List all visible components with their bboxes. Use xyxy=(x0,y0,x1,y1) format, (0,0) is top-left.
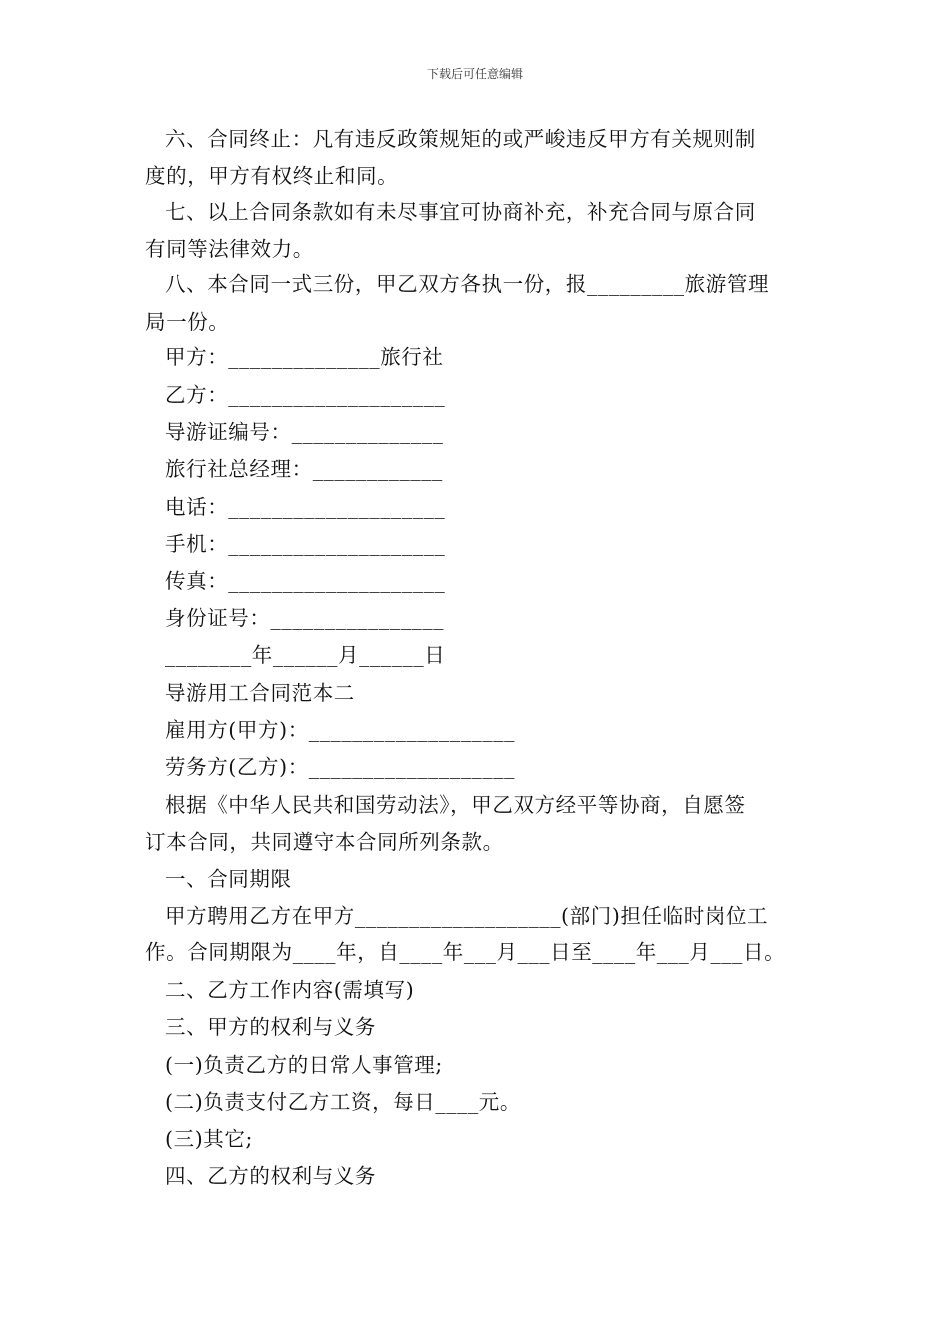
mobile-field: 手机：____________________ xyxy=(165,532,446,556)
section-title: 导游用工合同范本二 xyxy=(165,681,355,705)
employer-field: 雇用方(甲方)：___________________ xyxy=(165,718,515,742)
phone-field: 电话：____________________ xyxy=(165,495,446,519)
heading-party-b-rights: 四、乙方的权利与义务 xyxy=(165,1164,376,1188)
clause-6-line-2: 度的，甲方有权终止和同。 xyxy=(145,164,399,188)
party-b-field: 乙方：____________________ xyxy=(165,383,446,407)
party-a-item-3: (三)其它; xyxy=(165,1127,254,1151)
preamble-line-2: 订本合同，共同遵守本合同所列条款。 xyxy=(145,830,504,854)
heading-party-a-rights: 三、甲方的权利与义务 xyxy=(165,1015,376,1039)
party-a-item-1: (一)负责乙方的日常人事管理; xyxy=(165,1053,443,1077)
term-line-1: 甲方聘用乙方在甲方___________________(部门)担任临时岗位工 xyxy=(165,904,769,928)
fax-field: 传真：____________________ xyxy=(165,569,446,593)
laborer-field: 劳务方(乙方)：___________________ xyxy=(165,755,515,779)
agency-manager-field: 旅行社总经理：____________ xyxy=(165,457,443,481)
preamble-line-1: 根据《中华人民共和国劳动法》，甲乙双方经平等协商，自愿签 xyxy=(165,793,746,817)
heading-term: 一、合同期限 xyxy=(165,867,292,891)
clause-7-line-1: 七、以上合同条款如有未尽事宜可协商补充，补充合同与原合同 xyxy=(165,200,756,224)
clause-8-line-1: 八、本合同一式三份，甲乙双方各执一份，报_________旅游管理 xyxy=(165,272,770,296)
party-a-item-2: (二)负责支付乙方工资，每日____元。 xyxy=(165,1090,521,1114)
id-number-field: 身份证号：________________ xyxy=(165,606,445,630)
clause-7-line-2: 有同等法律效力。 xyxy=(145,237,314,261)
heading-work-content: 二、乙方工作内容(需填写) xyxy=(165,978,415,1002)
guide-license-field: 导游证编号：______________ xyxy=(165,420,444,444)
date-field: ________年______月______日 xyxy=(165,643,446,667)
party-a-field: 甲方：______________旅行社 xyxy=(165,345,444,369)
term-line-2: 作。合同期限为____年，自____年___月___日至____年___月___日。 xyxy=(145,940,786,964)
page-header: 下载后可任意编辑 xyxy=(426,67,523,81)
clause-6-line-1: 六、合同终止：凡有违反政策规矩的或严峻违反甲方有关规则制 xyxy=(165,127,756,151)
clause-8-line-2: 局一份。 xyxy=(145,310,230,334)
